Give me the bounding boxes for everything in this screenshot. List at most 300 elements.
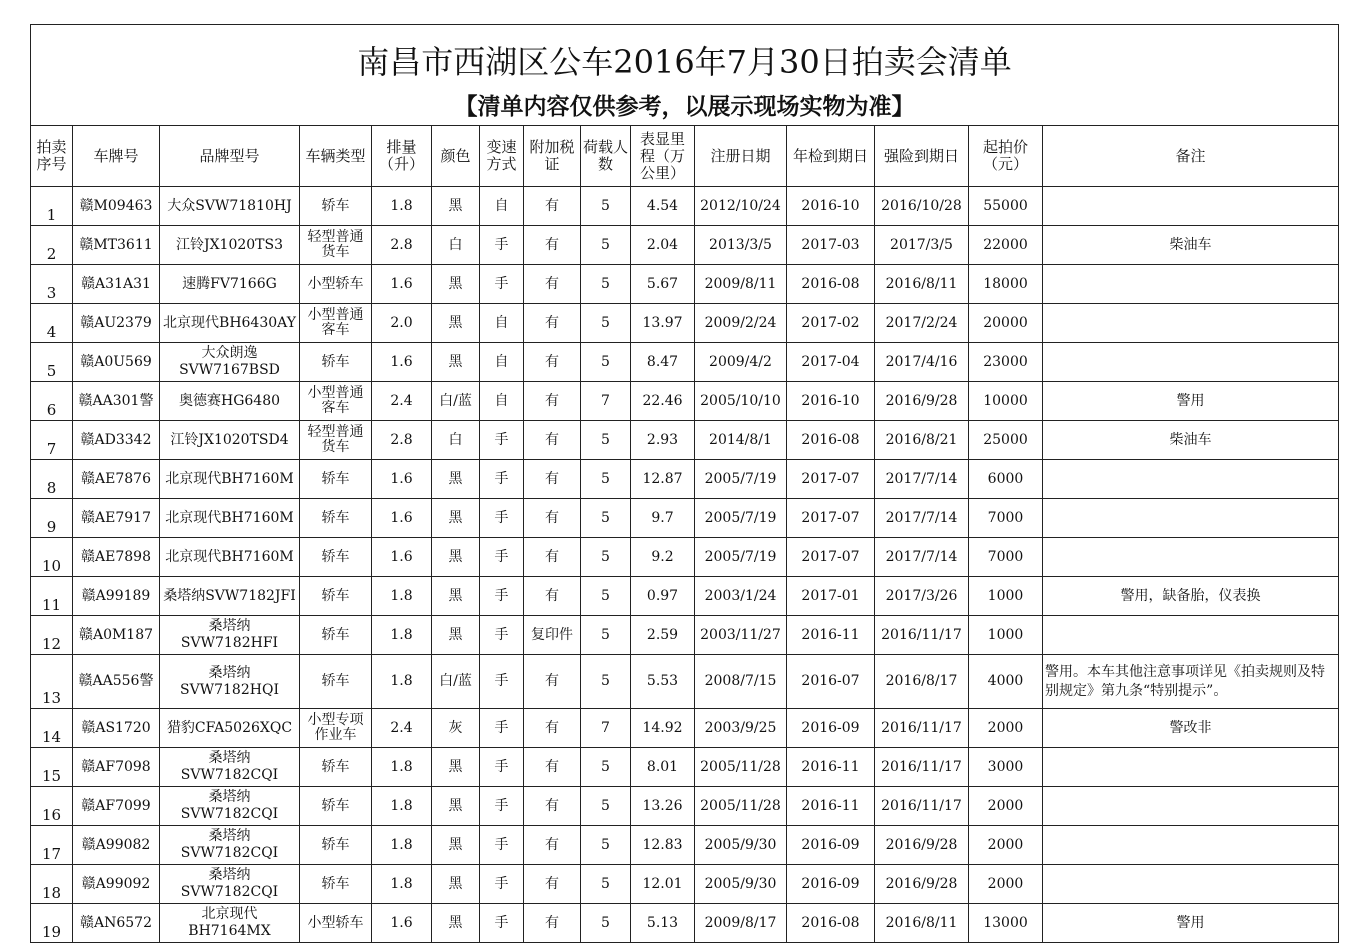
seats-cell: 5	[581, 616, 631, 655]
index-cell: 2	[31, 226, 73, 265]
gearbox-cell: 自	[480, 304, 524, 343]
displacement-cell: 1.8	[372, 655, 432, 709]
plate-cell: 赣AA301警	[73, 382, 160, 421]
model-cell: 大众朗逸SVW7167BSD	[160, 343, 300, 382]
start-price-cell: 20000	[969, 304, 1043, 343]
displacement-cell: 1.8	[372, 748, 432, 787]
type-cell: 轿车	[300, 865, 372, 904]
tax-cert-cell: 有	[524, 577, 581, 616]
register-date-cell: 2005/9/30	[695, 826, 787, 865]
tax-cert-cell: 有	[524, 421, 581, 460]
register-date-cell: 2003/11/27	[695, 616, 787, 655]
start-price-cell: 18000	[969, 265, 1043, 304]
insurance-due-cell: 2017/3/5	[875, 226, 969, 265]
inspection-due-cell: 2017-07	[787, 460, 875, 499]
table-row	[31, 382, 1339, 421]
inspection-due-cell: 2016-11	[787, 748, 875, 787]
start-price-cell: 22000	[969, 226, 1043, 265]
col-header-gearbox: 变速方式	[480, 126, 524, 187]
plate-cell: 赣A99082	[73, 826, 160, 865]
inspection-due-cell: 2016-09	[787, 865, 875, 904]
type-cell: 轿车	[300, 826, 372, 865]
start-price-cell: 7000	[969, 538, 1043, 577]
color-cell: 黑	[432, 187, 480, 226]
remarks-cell	[1043, 499, 1339, 538]
insurance-due-cell: 2016/10/28	[875, 187, 969, 226]
register-date-cell: 2005/10/10	[695, 382, 787, 421]
col-header-remarks: 备注	[1043, 126, 1339, 187]
table-row	[31, 304, 1339, 343]
displacement-cell: 1.6	[372, 499, 432, 538]
model-cell: 北京现代BH6430AY	[160, 304, 300, 343]
seats-cell: 5	[581, 787, 631, 826]
register-date-cell: 2005/7/19	[695, 538, 787, 577]
model-cell: 猎豹CFA5026XQC	[160, 709, 300, 748]
insurance-due-cell: 2016/9/28	[875, 826, 969, 865]
gearbox-cell: 手	[480, 538, 524, 577]
color-cell: 黑	[432, 577, 480, 616]
plate-cell: 赣AD3342	[73, 421, 160, 460]
insurance-due-cell: 2016/8/21	[875, 421, 969, 460]
color-cell: 黑	[432, 904, 480, 943]
gearbox-cell: 手	[480, 748, 524, 787]
type-cell: 轿车	[300, 460, 372, 499]
displacement-cell: 1.8	[372, 187, 432, 226]
color-cell: 黑	[432, 304, 480, 343]
start-price-cell: 1000	[969, 577, 1043, 616]
index-cell: 12	[31, 616, 73, 655]
col-header-mileage: 表显里程（万公里）	[631, 126, 695, 187]
remarks-cell: 警改非	[1043, 709, 1339, 748]
tax-cert-cell: 有	[524, 787, 581, 826]
type-cell: 小型轿车	[300, 265, 372, 304]
tax-cert-cell: 有	[524, 304, 581, 343]
gearbox-cell: 手	[480, 460, 524, 499]
model-cell: 江铃JX1020TS3	[160, 226, 300, 265]
color-cell: 黑	[432, 865, 480, 904]
index-cell: 5	[31, 343, 73, 382]
remarks-cell: 警用，缺备胎，仪表换	[1043, 577, 1339, 616]
gearbox-cell: 手	[480, 709, 524, 748]
start-price-cell: 2000	[969, 787, 1043, 826]
mileage-cell: 13.97	[631, 304, 695, 343]
tax-cert-cell: 有	[524, 748, 581, 787]
inspection-due-cell: 2016-08	[787, 421, 875, 460]
seats-cell: 5	[581, 499, 631, 538]
insurance-due-cell: 2016/8/11	[875, 904, 969, 943]
inspection-due-cell: 2016-07	[787, 655, 875, 709]
plate-cell: 赣AA556警	[73, 655, 160, 709]
col-header-insurance-due: 强险到期日	[875, 126, 969, 187]
insurance-due-cell: 2016/11/17	[875, 709, 969, 748]
seats-cell: 5	[581, 865, 631, 904]
mileage-cell: 9.7	[631, 499, 695, 538]
insurance-due-cell: 2017/7/14	[875, 538, 969, 577]
seats-cell: 5	[581, 748, 631, 787]
index-cell: 18	[31, 865, 73, 904]
seats-cell: 5	[581, 343, 631, 382]
seats-cell: 5	[581, 304, 631, 343]
index-cell: 15	[31, 748, 73, 787]
displacement-cell: 1.8	[372, 826, 432, 865]
remarks-cell: 柴油车	[1043, 226, 1339, 265]
mileage-cell: 2.93	[631, 421, 695, 460]
insurance-due-cell: 2017/7/14	[875, 460, 969, 499]
inspection-due-cell: 2016-10	[787, 382, 875, 421]
register-date-cell: 2008/7/15	[695, 655, 787, 709]
remarks-cell	[1043, 748, 1339, 787]
start-price-cell: 23000	[969, 343, 1043, 382]
inspection-due-cell: 2017-02	[787, 304, 875, 343]
start-price-cell: 55000	[969, 187, 1043, 226]
seats-cell: 5	[581, 904, 631, 943]
insurance-due-cell: 2016/9/28	[875, 382, 969, 421]
model-cell: 桑塔纳SVW7182HQI	[160, 655, 300, 709]
plate-cell: 赣A0U569	[73, 343, 160, 382]
page-subtitle: 【清单内容仅供参考，以展示现场实物为准】	[31, 88, 1339, 126]
mileage-cell: 0.97	[631, 577, 695, 616]
insurance-due-cell: 2016/8/17	[875, 655, 969, 709]
index-cell: 3	[31, 265, 73, 304]
auction-list-table	[30, 24, 1339, 943]
displacement-cell: 1.6	[372, 265, 432, 304]
table-row	[31, 460, 1339, 499]
model-cell: 速腾FV7166G	[160, 265, 300, 304]
col-header-start-price: 起拍价（元）	[969, 126, 1043, 187]
insurance-due-cell: 2017/7/14	[875, 499, 969, 538]
col-header-displacement: 排量（升）	[372, 126, 432, 187]
insurance-due-cell: 2016/11/17	[875, 748, 969, 787]
register-date-cell: 2009/2/24	[695, 304, 787, 343]
tax-cert-cell: 复印件	[524, 616, 581, 655]
register-date-cell: 2014/8/1	[695, 421, 787, 460]
mileage-cell: 13.26	[631, 787, 695, 826]
table-row	[31, 538, 1339, 577]
register-date-cell: 2005/7/19	[695, 460, 787, 499]
index-cell: 10	[31, 538, 73, 577]
seats-cell: 5	[581, 460, 631, 499]
model-cell: 大众SVW71810HJ	[160, 187, 300, 226]
start-price-cell: 2000	[969, 865, 1043, 904]
start-price-cell: 6000	[969, 460, 1043, 499]
index-cell: 4	[31, 304, 73, 343]
gearbox-cell: 手	[480, 826, 524, 865]
table-row	[31, 616, 1339, 655]
mileage-cell: 9.2	[631, 538, 695, 577]
inspection-due-cell: 2016-09	[787, 826, 875, 865]
model-cell: 桑塔纳SVW7182CQI	[160, 865, 300, 904]
seats-cell: 5	[581, 226, 631, 265]
seats-cell: 5	[581, 577, 631, 616]
color-cell: 黑	[432, 616, 480, 655]
plate-cell: 赣M09463	[73, 187, 160, 226]
type-cell: 轿车	[300, 655, 372, 709]
mileage-cell: 5.67	[631, 265, 695, 304]
plate-cell: 赣MT3611	[73, 226, 160, 265]
remarks-cell	[1043, 538, 1339, 577]
index-cell: 11	[31, 577, 73, 616]
plate-cell: 赣A99189	[73, 577, 160, 616]
mileage-cell: 8.01	[631, 748, 695, 787]
mileage-cell: 4.54	[631, 187, 695, 226]
seats-cell: 5	[581, 826, 631, 865]
col-header-index: 拍卖序号	[31, 126, 73, 187]
register-date-cell: 2003/1/24	[695, 577, 787, 616]
mileage-cell: 12.83	[631, 826, 695, 865]
page-title: 南昌市西湖区公车2016年7月30日拍卖会清单	[31, 25, 1339, 89]
type-cell: 轿车	[300, 343, 372, 382]
tax-cert-cell: 有	[524, 655, 581, 709]
tax-cert-cell: 有	[524, 187, 581, 226]
index-cell: 9	[31, 499, 73, 538]
index-cell: 17	[31, 826, 73, 865]
model-cell: 桑塔纳SVW7182JFI	[160, 577, 300, 616]
seats-cell: 5	[581, 421, 631, 460]
register-date-cell: 2005/9/30	[695, 865, 787, 904]
displacement-cell: 1.8	[372, 577, 432, 616]
plate-cell: 赣A31A31	[73, 265, 160, 304]
gearbox-cell: 手	[480, 421, 524, 460]
color-cell: 白/蓝	[432, 382, 480, 421]
type-cell: 小型专项作业车	[300, 709, 372, 748]
index-cell: 14	[31, 709, 73, 748]
inspection-due-cell: 2017-07	[787, 499, 875, 538]
col-header-color: 颜色	[432, 126, 480, 187]
displacement-cell: 1.8	[372, 865, 432, 904]
start-price-cell: 1000	[969, 616, 1043, 655]
mileage-cell: 22.46	[631, 382, 695, 421]
displacement-cell: 1.6	[372, 904, 432, 943]
gearbox-cell: 自	[480, 343, 524, 382]
plate-cell: 赣AN6572	[73, 904, 160, 943]
tax-cert-cell: 有	[524, 826, 581, 865]
start-price-cell: 2000	[969, 826, 1043, 865]
type-cell: 轿车	[300, 577, 372, 616]
displacement-cell: 2.4	[372, 709, 432, 748]
table-body	[31, 187, 1339, 943]
mileage-cell: 2.59	[631, 616, 695, 655]
plate-cell: 赣AS1720	[73, 709, 160, 748]
index-cell: 1	[31, 187, 73, 226]
tax-cert-cell: 有	[524, 343, 581, 382]
plate-cell: 赣AF7099	[73, 787, 160, 826]
model-cell: 桑塔纳SVW7182CQI	[160, 826, 300, 865]
table-row	[31, 709, 1339, 748]
table-row	[31, 226, 1339, 265]
model-cell: 桑塔纳SVW7182HFI	[160, 616, 300, 655]
plate-cell: 赣A99092	[73, 865, 160, 904]
type-cell: 小型普通客车	[300, 382, 372, 421]
col-header-type: 车辆类型	[300, 126, 372, 187]
gearbox-cell: 自	[480, 187, 524, 226]
displacement-cell: 2.0	[372, 304, 432, 343]
remarks-cell	[1043, 865, 1339, 904]
type-cell: 轿车	[300, 748, 372, 787]
index-cell: 6	[31, 382, 73, 421]
inspection-due-cell: 2017-01	[787, 577, 875, 616]
color-cell: 白	[432, 421, 480, 460]
mileage-cell: 14.92	[631, 709, 695, 748]
displacement-cell: 1.8	[372, 787, 432, 826]
start-price-cell: 2000	[969, 709, 1043, 748]
remarks-cell	[1043, 787, 1339, 826]
inspection-due-cell: 2016-10	[787, 187, 875, 226]
tax-cert-cell: 有	[524, 460, 581, 499]
seats-cell: 5	[581, 538, 631, 577]
table-row	[31, 904, 1339, 943]
col-header-model: 品牌型号	[160, 126, 300, 187]
table-row	[31, 865, 1339, 904]
start-price-cell: 4000	[969, 655, 1043, 709]
type-cell: 轿车	[300, 787, 372, 826]
tax-cert-cell: 有	[524, 904, 581, 943]
remarks-cell	[1043, 616, 1339, 655]
type-cell: 轿车	[300, 538, 372, 577]
col-header-inspection-due: 年检到期日	[787, 126, 875, 187]
inspection-due-cell: 2017-07	[787, 538, 875, 577]
index-cell: 7	[31, 421, 73, 460]
register-date-cell: 2003/9/25	[695, 709, 787, 748]
type-cell: 小型轿车	[300, 904, 372, 943]
gearbox-cell: 自	[480, 382, 524, 421]
inspection-due-cell: 2016-08	[787, 904, 875, 943]
displacement-cell: 1.8	[372, 616, 432, 655]
insurance-due-cell: 2016/8/11	[875, 265, 969, 304]
remarks-cell: 柴油车	[1043, 421, 1339, 460]
register-date-cell: 2009/8/11	[695, 265, 787, 304]
gearbox-cell: 手	[480, 865, 524, 904]
table-row	[31, 343, 1339, 382]
mileage-cell: 12.01	[631, 865, 695, 904]
model-cell: 江铃JX1020TSD4	[160, 421, 300, 460]
gearbox-cell: 手	[480, 616, 524, 655]
register-date-cell: 2013/3/5	[695, 226, 787, 265]
displacement-cell: 2.8	[372, 226, 432, 265]
tax-cert-cell: 有	[524, 226, 581, 265]
table-row	[31, 577, 1339, 616]
type-cell: 轻型普通货车	[300, 421, 372, 460]
inspection-due-cell: 2017-04	[787, 343, 875, 382]
plate-cell: 赣AE7917	[73, 499, 160, 538]
insurance-due-cell: 2016/11/17	[875, 616, 969, 655]
model-cell: 北京现代BH7160M	[160, 499, 300, 538]
color-cell: 黑	[432, 343, 480, 382]
mileage-cell: 5.13	[631, 904, 695, 943]
color-cell: 灰	[432, 709, 480, 748]
type-cell: 轻型普通货车	[300, 226, 372, 265]
gearbox-cell: 手	[480, 787, 524, 826]
header-row	[31, 126, 1339, 187]
mileage-cell: 12.87	[631, 460, 695, 499]
table-row	[31, 421, 1339, 460]
remarks-cell	[1043, 265, 1339, 304]
register-date-cell: 2005/11/28	[695, 787, 787, 826]
register-date-cell: 2005/7/19	[695, 499, 787, 538]
model-cell: 北京现代BH7160M	[160, 538, 300, 577]
seats-cell: 5	[581, 187, 631, 226]
color-cell: 黑	[432, 265, 480, 304]
gearbox-cell: 手	[480, 226, 524, 265]
seats-cell: 5	[581, 655, 631, 709]
inspection-due-cell: 2017-03	[787, 226, 875, 265]
gearbox-cell: 手	[480, 904, 524, 943]
table-row	[31, 265, 1339, 304]
remarks-cell: 警用。本车其他注意事项详见《拍卖规则及特别规定》第九条“特别提示”。	[1043, 655, 1339, 709]
remarks-cell	[1043, 304, 1339, 343]
remarks-cell	[1043, 343, 1339, 382]
model-cell: 北京现代BH7164MX	[160, 904, 300, 943]
remarks-cell	[1043, 187, 1339, 226]
col-header-register-date: 注册日期	[695, 126, 787, 187]
register-date-cell: 2009/4/2	[695, 343, 787, 382]
inspection-due-cell: 2016-11	[787, 616, 875, 655]
remarks-cell	[1043, 826, 1339, 865]
table-row	[31, 826, 1339, 865]
displacement-cell: 1.6	[372, 343, 432, 382]
index-cell: 16	[31, 787, 73, 826]
remarks-cell: 警用	[1043, 382, 1339, 421]
tax-cert-cell: 有	[524, 709, 581, 748]
gearbox-cell: 手	[480, 655, 524, 709]
table-row	[31, 655, 1339, 709]
col-header-plate: 车牌号	[73, 126, 160, 187]
remarks-cell: 警用	[1043, 904, 1339, 943]
gearbox-cell: 手	[480, 265, 524, 304]
tax-cert-cell: 有	[524, 865, 581, 904]
inspection-due-cell: 2016-09	[787, 709, 875, 748]
type-cell: 轿车	[300, 187, 372, 226]
type-cell: 轿车	[300, 616, 372, 655]
color-cell: 白	[432, 226, 480, 265]
color-cell: 白/蓝	[432, 655, 480, 709]
plate-cell: 赣AF7098	[73, 748, 160, 787]
register-date-cell: 2005/11/28	[695, 748, 787, 787]
start-price-cell: 7000	[969, 499, 1043, 538]
table-row	[31, 187, 1339, 226]
table-row	[31, 787, 1339, 826]
displacement-cell: 1.6	[372, 538, 432, 577]
tax-cert-cell: 有	[524, 265, 581, 304]
tax-cert-cell: 有	[524, 382, 581, 421]
type-cell: 轿车	[300, 499, 372, 538]
mileage-cell: 8.47	[631, 343, 695, 382]
plate-cell: 赣AE7898	[73, 538, 160, 577]
start-price-cell: 10000	[969, 382, 1043, 421]
index-cell: 8	[31, 460, 73, 499]
color-cell: 黑	[432, 460, 480, 499]
index-cell: 13	[31, 655, 73, 709]
model-cell: 北京现代BH7160M	[160, 460, 300, 499]
inspection-due-cell: 2016-08	[787, 265, 875, 304]
start-price-cell: 25000	[969, 421, 1043, 460]
displacement-cell: 2.4	[372, 382, 432, 421]
remarks-cell	[1043, 460, 1339, 499]
col-header-seats: 荷载人数	[581, 126, 631, 187]
plate-cell: 赣AU2379	[73, 304, 160, 343]
start-price-cell: 13000	[969, 904, 1043, 943]
mileage-cell: 5.53	[631, 655, 695, 709]
displacement-cell: 1.6	[372, 460, 432, 499]
insurance-due-cell: 2017/2/24	[875, 304, 969, 343]
plate-cell: 赣AE7876	[73, 460, 160, 499]
gearbox-cell: 手	[480, 499, 524, 538]
seats-cell: 7	[581, 382, 631, 421]
model-cell: 奥德赛HG6480	[160, 382, 300, 421]
displacement-cell: 2.8	[372, 421, 432, 460]
table-row	[31, 499, 1339, 538]
register-date-cell: 2009/8/17	[695, 904, 787, 943]
insurance-due-cell: 2017/3/26	[875, 577, 969, 616]
